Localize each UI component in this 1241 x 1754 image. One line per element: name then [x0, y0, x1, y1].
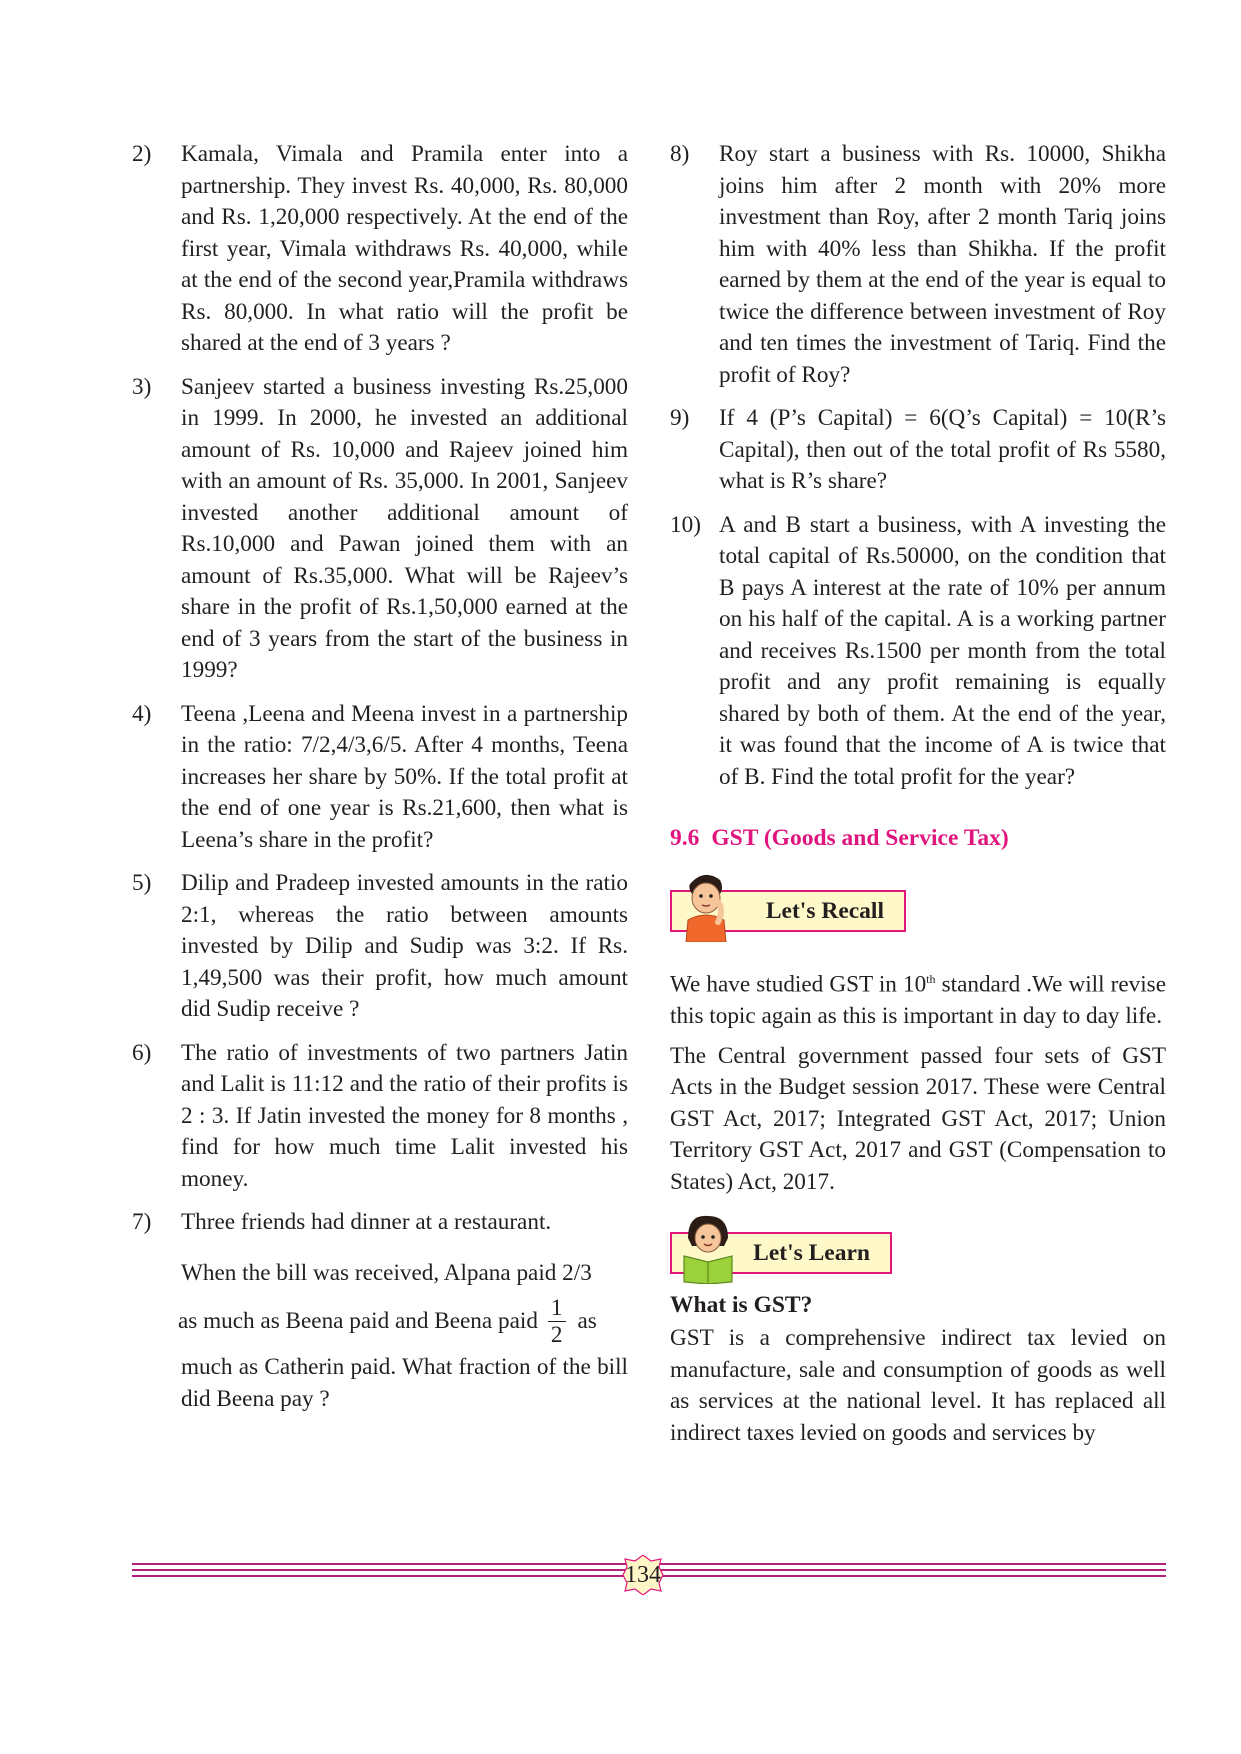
page-number	[617, 1555, 669, 1595]
question-text: Sanjeev started a business investing Rs.25,000 in 1999. In 2000, he invested an additional amount of Rs. 10,000 and Rajeev joined him with an amount of Rs. 35,000. In 2001, Sanjeev invested another additional amount of Rs.10,000 and Pawan joined them with an amount of Rs.35,000. What will be Rajeev’s share in the profit of Rs.1,50,000 earned at the end of 3 years from the start of the business in 1999?	[181, 373, 628, 683]
question-5	[132, 868, 628, 1026]
left-column	[132, 139, 628, 1427]
question-number: 4)	[132, 700, 152, 727]
lets-learn-badge	[670, 1220, 1166, 1278]
q7-line-2: When the bill was received, Alpana paid 2/3	[181, 1259, 592, 1286]
recall-paragraph-1: We have studied GST in 10th standard .We will revise this topic again as this is important in day to day life.	[670, 971, 1167, 1030]
q7-fraction-line	[178, 1295, 628, 1348]
page-footer	[132, 1563, 1166, 1603]
question-text: A and B start a business, with A investing the total capital of Rs.50000, on the condition that B pays A interest at the rate of 10% per annum on his half of the capital. A is a working partner and receives Rs.1500 per month from the total profit and any profit remaining is equally shared by both of them. At the end of the year, it was found that the income of A is twice that of B. Find the total profit for the year?	[719, 511, 1166, 790]
page-number-text: 134	[625, 1561, 661, 1588]
section-title: GST (Goods and Service Tax)	[711, 825, 1009, 851]
q7-line-4: much as Catherin paid. What fraction of the bill did Beena pay ?	[181, 1354, 628, 1412]
q7-line-3-start: as much as Beena paid and Beena paid	[178, 1307, 538, 1334]
question-text: Dilip and Pradeep invested amounts in the ratio 2:1, whereas the ratio between amounts invested by Dilip and Sudip was 3:2. If Rs. 1,49,500 was their profit, how much amount did Sudip receive ?	[181, 870, 628, 1022]
question-number: 3)	[132, 373, 152, 400]
question-text: The ratio of investments of two partners Jatin and Lalit is 11:12 and the ratio of their profits is 2 : 3. If Jatin invested the money for 8 months , find for how much time Lalit invested his money.	[181, 1039, 628, 1192]
boy-thinking-icon	[678, 870, 734, 942]
question-10	[670, 510, 1166, 794]
lets-learn-label: Let's Learn	[753, 1239, 870, 1266]
question-text: If 4 (P’s Capital) = 6(Q’s Capital) = 10(R’s Capital), then out of the total profit of Rs 5580, what is R’s share?	[719, 405, 1166, 494]
q7-line-1: Three friends had dinner at a restaurant.	[181, 1209, 552, 1235]
question-number: 10)	[670, 511, 701, 538]
question-3	[132, 372, 628, 687]
what-is-gst-paragraph: GST is a comprehensive indirect tax levied on manufacture, sale and consumption of goods as well as services at the national level. It has replaced all indirect taxes levied on goods and services by	[670, 1325, 1166, 1446]
question-number: 5)	[132, 870, 152, 896]
lets-recall-badge	[670, 878, 1166, 936]
what-is-gst-heading: What is GST?	[670, 1292, 813, 1319]
question-7	[132, 1207, 628, 1415]
q7-line-3-end: as	[577, 1307, 597, 1334]
question-number: 6)	[132, 1039, 152, 1066]
question-number: 9)	[670, 405, 690, 431]
question-number: 7)	[132, 1209, 152, 1235]
fraction-one-half	[548, 1295, 566, 1348]
section-number: 9.6	[670, 825, 700, 851]
question-9	[670, 403, 1166, 498]
lets-recall-label: Let's Recall	[765, 897, 884, 924]
question-number: 8)	[670, 141, 690, 167]
right-column	[670, 139, 1166, 1457]
question-4	[132, 699, 628, 857]
question-number: 2)	[132, 141, 152, 167]
section-heading	[670, 825, 1166, 852]
question-text: Roy start a business with Rs. 10000, Shikha joins him after 2 month with 20% more investment than Roy, after 2 month Tariq joins him with 40% less than Shikha. If the profit earned by them at the end of the year is equal to twice the difference between investment of Roy and ten times the investment of Tariq. Find the profit of Roy?	[719, 141, 1166, 388]
fraction-denominator: 2	[550, 1322, 563, 1348]
girl-reading-icon	[678, 1212, 738, 1284]
question-2	[132, 139, 628, 360]
recall-paragraph-2: The Central government passed four sets of GST Acts in the Budget session 2017. These were Central GST Act, 2017; Integrated GST Act, 2017; Union Territory GST Act, 2017 and GST (Compensation to States) Act, 2017.	[670, 1042, 1166, 1195]
question-8	[670, 139, 1166, 391]
question-text: Teena ,Leena and Meena invest in a partnership in the ratio: 7/2,4/3,6/5. After 4 months, Teena increases her share by 50%. If the total profit at the end of one year is Rs.21,600, then what is Leena’s share in the profit?	[181, 700, 628, 853]
question-6	[132, 1038, 628, 1196]
question-text: Kamala, Vimala and Pramila enter into a partnership. They invest Rs. 40,000, Rs. 80,000 and Rs. 1,20,000 respectively. At the end of the first year, Vimala withdraws Rs. 40,000, while at the end of the second year,Pramila withdraws Rs. 80,000. In what ratio will the profit be shared at the end of 3 years ?	[181, 141, 628, 356]
fraction-numerator: 1	[548, 1295, 566, 1322]
